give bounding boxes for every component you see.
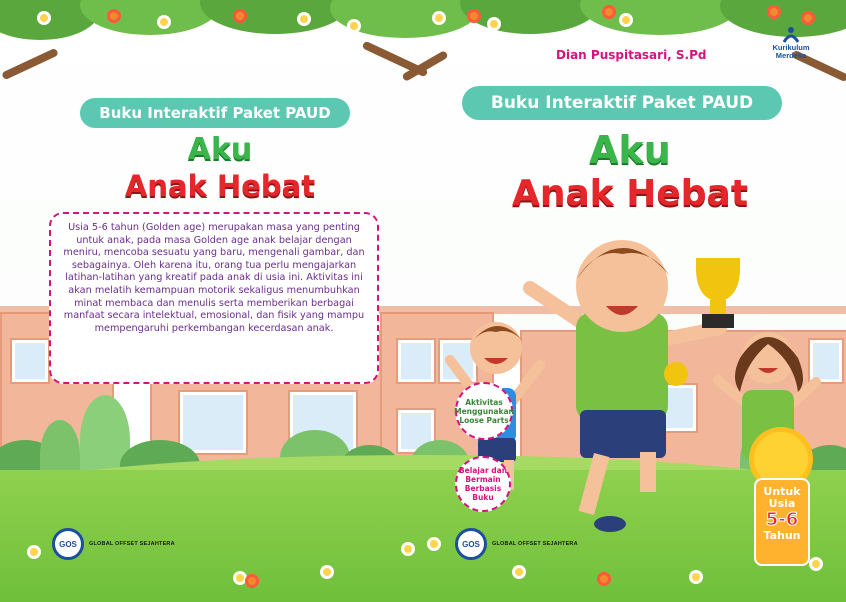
badge-book-based — [455, 456, 511, 512]
daisy-flower — [404, 545, 412, 553]
orange-flower — [605, 8, 613, 16]
age-range-value: 5-6 — [765, 509, 799, 530]
publisher-block-back — [52, 528, 175, 560]
daisy-flower — [300, 15, 308, 23]
daisy-flower — [622, 16, 630, 24]
building-window — [12, 340, 48, 382]
book-title-line2-front: Anak Hebat — [511, 173, 749, 214]
orange-flower — [248, 577, 256, 585]
publisher-name: GLOBAL OFFSET SEJAHTERA — [492, 541, 578, 547]
kurikulum-label: Kurikulum Merdeka — [772, 43, 810, 60]
orange-flower — [470, 12, 478, 20]
age-label-untuk: Untuk — [763, 485, 801, 498]
daisy-flower — [40, 14, 48, 22]
book-title-line1-front: Aku — [589, 128, 671, 172]
daisy-flower — [323, 568, 331, 576]
book-title-line1-back: Aku — [187, 132, 253, 167]
badge-loose-parts-text: Aktivitas Menggunakan Loose Parts — [454, 397, 514, 425]
daisy-flower — [160, 18, 168, 26]
publisher-block-front — [455, 528, 578, 560]
orange-flower — [600, 575, 608, 583]
book-title-line2-back: Anak Hebat — [124, 169, 316, 203]
daisy-flower — [490, 20, 498, 28]
daisy-flower — [435, 14, 443, 22]
publisher-logo: GOS — [455, 528, 487, 560]
daisy-flower — [692, 573, 700, 581]
kurikulum-merdeka-logo — [764, 26, 818, 60]
back-cover-blurb: Usia 5-6 tahun (Golden age) merupakan masa yang penting untuk anak, pada masa Golden age anak belajar dengan meniru, mencoba sesuatu yang baru, mengenali gambar, dan sebagainya. Oleh karena itu, orang tua perlu mengajarkan latihan-latihan yang kreatif pada anak di usia ini. Aktivitas ini akan melatih kemampuan motorik sekaligus menumbuhkan minat membaca dan menulis serta memberikan berbagai manfaat secara intelektual, emosional, dan fisik yang mampu mempengaruhi perkembangan kecerdasan anak. — [63, 222, 365, 334]
daisy-flower — [350, 22, 358, 30]
age-range-badge — [754, 478, 810, 566]
orange-flower — [804, 14, 812, 22]
publisher-name: GLOBAL OFFSET SEJAHTERA — [89, 541, 175, 547]
daisy-flower — [30, 548, 38, 556]
daisy-flower — [236, 574, 244, 582]
daisy-flower — [515, 568, 523, 576]
back-cover-blurb-box — [49, 212, 379, 384]
daisy-flower — [812, 560, 820, 568]
series-label-front: Buku Interaktif Paket PAUD — [462, 86, 782, 120]
badge-book-based-text: Belajar dan Bermain Berbasis Buku — [458, 466, 508, 502]
orange-flower — [236, 12, 244, 20]
kurikulum-icon — [781, 26, 801, 44]
publisher-logo: GOS — [52, 528, 84, 560]
age-label-usia: Usia — [768, 497, 796, 510]
building-window — [180, 392, 246, 453]
orange-flower — [770, 8, 778, 16]
age-label-tahun: Tahun — [763, 529, 801, 542]
author-name: Dian Puspitasari, S.Pd — [556, 48, 707, 62]
building-window — [398, 340, 434, 382]
tree-canopy — [0, 0, 846, 45]
badge-loose-parts — [455, 382, 513, 440]
daisy-flower — [430, 540, 438, 548]
orange-flower — [110, 12, 118, 20]
series-label-back: Buku Interaktif Paket PAUD — [80, 98, 350, 128]
